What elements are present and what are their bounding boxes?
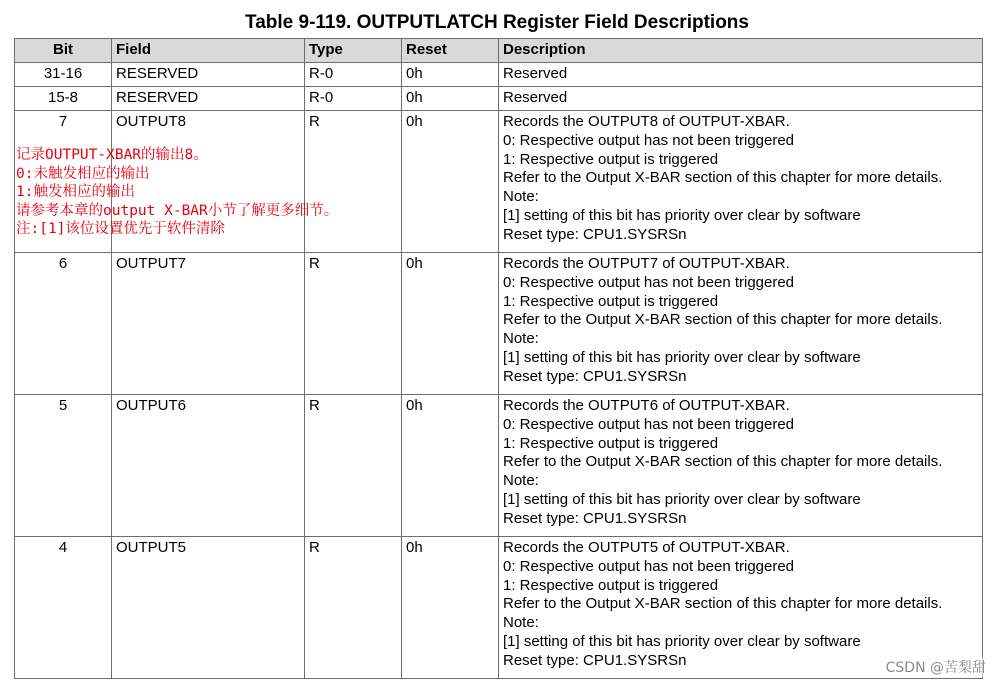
- description-line: Records the OUTPUT5 of OUTPUT-XBAR.: [503, 539, 790, 556]
- cell-field: OUTPUT8: [112, 111, 305, 253]
- cell-reset: 0h: [402, 253, 499, 395]
- cell-bit: 5: [15, 395, 112, 537]
- description-line: Refer to the Output X-BAR section of this chapter for more details.: [503, 169, 943, 187]
- cell-reset: 0h: [402, 395, 499, 537]
- cell-description: [499, 253, 983, 395]
- description-line: Note:: [503, 188, 539, 206]
- header-description: Description: [499, 39, 983, 63]
- cell-type: R: [305, 253, 402, 395]
- description-line: 1: Respective output is triggered: [503, 434, 719, 452]
- cell-description: [499, 63, 983, 87]
- cell-type: R: [305, 537, 402, 679]
- description-line: Note:: [503, 472, 539, 490]
- header-reset: Reset: [402, 39, 499, 63]
- description-line: Reset type: CPU1.SYSRSn: [503, 225, 687, 243]
- cell-field: RESERVED: [112, 63, 305, 87]
- description-line: Refer to the Output X-BAR section of this chapter for more details.: [503, 595, 943, 613]
- description-line: 0: Respective output has not been triggered: [503, 131, 795, 149]
- handwritten-annotation: [16, 146, 338, 239]
- description-line: Reset type: CPU1.SYSRSn: [503, 367, 687, 385]
- description-line: 1: Respective output is triggered: [503, 150, 719, 168]
- description-line: Reset type: CPU1.SYSRSn: [503, 651, 687, 669]
- cell-bit: 15-8: [15, 87, 112, 111]
- cell-description: [499, 395, 983, 537]
- table-row: [15, 87, 983, 111]
- cell-bit: 4: [15, 537, 112, 679]
- cell-field: OUTPUT7: [112, 253, 305, 395]
- cell-bit: 6: [15, 253, 112, 395]
- description-line: [1] setting of this bit has priority over clear by software: [503, 348, 861, 366]
- table-title: Table 9-119. OUTPUTLATCH Register Field Descriptions: [245, 12, 749, 33]
- description-line: [1] setting of this bit has priority over clear by software: [503, 632, 861, 650]
- annotation-line: 0:未触发相应的输出: [16, 165, 150, 182]
- description-line: Reserved: [503, 89, 568, 106]
- cell-type: R: [305, 111, 402, 253]
- description-line: Note:: [503, 330, 539, 348]
- cell-field: OUTPUT6: [112, 395, 305, 537]
- description-line: Records the OUTPUT8 of OUTPUT-XBAR.: [503, 113, 790, 130]
- cell-reset: 0h: [402, 537, 499, 679]
- cell-bit: 31-16: [15, 63, 112, 87]
- description-line: 0: Respective output has not been triggered: [503, 557, 795, 575]
- description-line: Refer to the Output X-BAR section of this chapter for more details.: [503, 311, 943, 329]
- description-line: 1: Respective output is triggered: [503, 292, 719, 310]
- description-line: Reserved: [503, 65, 568, 82]
- cell-type: R-0: [305, 63, 402, 87]
- header-type: Type: [305, 39, 402, 63]
- description-line: [1] setting of this bit has priority over clear by software: [503, 206, 861, 224]
- annotation-line: 请参考本章的output X-BAR小节了解更多细节。: [16, 202, 339, 219]
- cell-description: [499, 87, 983, 111]
- header-bit: Bit: [15, 39, 112, 63]
- cell-type: R: [305, 395, 402, 537]
- cell-field: RESERVED: [112, 87, 305, 111]
- annotation-line: 1:触发相应的输出: [16, 184, 135, 201]
- cell-type: R-0: [305, 87, 402, 111]
- description-line: Refer to the Output X-BAR section of this chapter for more details.: [503, 453, 943, 471]
- description-line: Note:: [503, 614, 539, 632]
- description-line: Records the OUTPUT6 of OUTPUT-XBAR.: [503, 397, 790, 414]
- description-line: 1: Respective output is triggered: [503, 576, 719, 594]
- description-line: 0: Respective output has not been triggered: [503, 415, 795, 433]
- cell-reset: 0h: [402, 111, 499, 253]
- cell-description: [499, 111, 983, 253]
- cell-reset: 0h: [402, 63, 499, 87]
- table-header-row: [15, 39, 983, 63]
- register-field-table: [14, 38, 983, 679]
- header-field: Field: [112, 39, 305, 63]
- description-line: [1] setting of this bit has priority over clear by software: [503, 490, 861, 508]
- cell-reset: 0h: [402, 87, 499, 111]
- description-line: 0: Respective output has not been triggered: [503, 273, 795, 291]
- watermark: CSDN @苦梨甜: [886, 657, 986, 677]
- annotation-line: 注:[1]该位设置优先于软件清除: [16, 221, 225, 238]
- description-line: Reset type: CPU1.SYSRSn: [503, 509, 687, 527]
- table-row: [15, 63, 983, 87]
- cell-bit: 7: [15, 111, 112, 253]
- table-row: [15, 395, 983, 537]
- table-row: [15, 537, 983, 679]
- annotation-line: 记录OUTPUT-XBAR的输出8。: [16, 147, 208, 163]
- cell-field: OUTPUT5: [112, 537, 305, 679]
- table-row: [15, 253, 983, 395]
- description-line: Records the OUTPUT7 of OUTPUT-XBAR.: [503, 255, 790, 272]
